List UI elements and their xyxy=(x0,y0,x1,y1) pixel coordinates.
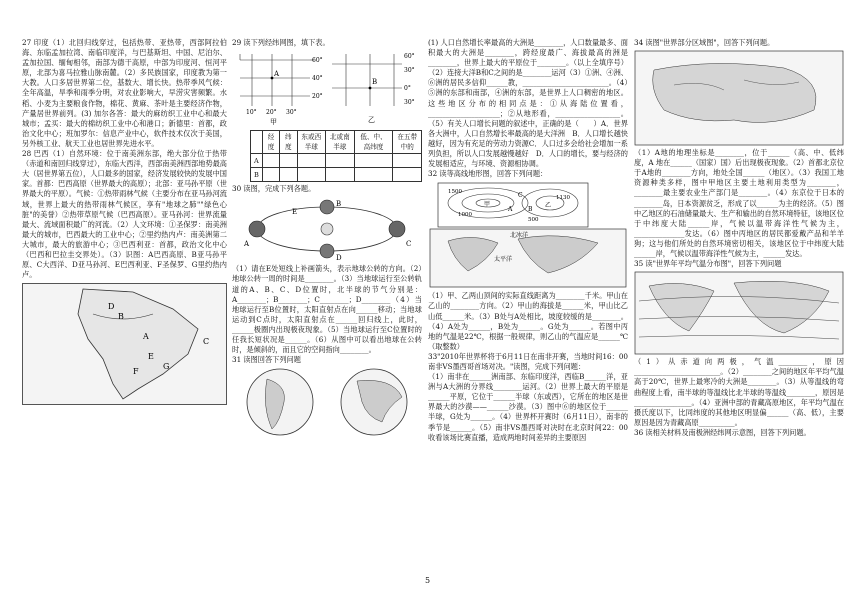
orbit-label-b: B xyxy=(336,200,342,209)
table-row xyxy=(251,168,422,182)
table-header-cell: 在五带中的 xyxy=(393,131,422,154)
table-cell[interactable] xyxy=(354,154,393,168)
question-34: 34 读图"世界部分区域图"，回答下列问题。 xyxy=(634,38,775,47)
column-3 xyxy=(428,38,628,443)
question-34-text: （1）A地的地理坐标是________，位于______（高、中、低纬度，A 地在______（国家）国）后出现极夜现象。（2）首都北京位于A地的________方向，地处全国______（地区）。（3）我国工地资源种类多样，图中甲地区主要土地利用类型为________，________最主要农业生产部门是________。（4）东京位于日本的________岛，日本资源贫乏，形成了以______为主的经济。（5）图中乙地区的石油储量最大、生产和输出的自然环境特征，该地区位于中纬度大陆______岸，气候以温带海洋性气候为主，______________发达。（6）图中丙地区的居民都爱戴产品和羊羊狗；这与他们所处的自然环境密切相关，该地区位于中纬度大陆______岸，气候以温带海洋性气候为主，______发达。 xyxy=(634,148,844,259)
grid-yi-lat-0: 0° xyxy=(404,85,411,93)
earth-orbit-svg xyxy=(232,196,422,262)
grid-yi-lat-30s: 30° xyxy=(404,99,415,107)
contour-and-world-map xyxy=(428,181,628,289)
table-cell: A xyxy=(251,154,263,168)
grid-jia-lat-20: 20° xyxy=(312,93,323,101)
answer-table xyxy=(250,130,422,182)
world-region-map xyxy=(634,50,844,146)
question-33-text: （1）南非在______洲南部、东临印度洋，西临B______洋，亚洲与A大洲的分界线________运河。（2）世界上最大的平原是______平原，它位于______半球（东或西），它所在的地区是世界最大的沙漠——______沙漠。（3）图中⑥的地区位于______半球，G处为______。（4）世界杯开赛时（6月11日），南非的季节是______。（5）南非VS墨西哥对决时在北京时间22：00收看该场比赛直播，造成两地时间差异的主要原因 xyxy=(428,372,628,442)
map-label-d: D xyxy=(108,302,115,312)
table-cell[interactable] xyxy=(297,154,326,168)
question-35: 35 读"世界年平均气温分布图"，回答下列问题 xyxy=(634,259,782,269)
lat-lon-grids xyxy=(232,50,422,128)
orbit-label-d: D xyxy=(336,254,342,263)
column-1 xyxy=(22,38,227,408)
table-cell[interactable] xyxy=(326,154,355,168)
question-29: 29 读下列经纬网图，填下表。 xyxy=(232,38,330,47)
grid-yi-point-b: B xyxy=(372,78,378,87)
question-31: 31 读图回答下列问题 xyxy=(232,355,301,365)
map-label-b: B xyxy=(118,312,124,322)
grid-jia-lon-10: 10° xyxy=(246,109,257,117)
table-header-cell: 东或西半球 xyxy=(297,131,326,154)
table-header-cell: 纬度 xyxy=(280,131,297,154)
contour-label-1500: 1500 xyxy=(448,189,462,196)
hemisphere-map xyxy=(232,367,422,437)
map-label-f: F xyxy=(133,367,139,377)
question-28: 28 巴西（1）自然环境：位于南美洲东部，绝大部分位于热带（赤道和南回归线穿过），东临大西洋，西部南美洲西部地势最高大（居世界第五位），人口最多的国家，经济发展较快的发展中国家。首都：巴西高原（世界最大的高原）；北部：亚马孙平原（世界最大的平原）。气候：①热带雨林气候（主要分布在亚马孙河流域，世界上最大的热带雨林气候区，享有"地球之肺""绿色心脏"的美誉）②热带草原气候（巴西高原）。亚马孙河：世界流量最大、流域面积最广的河流。（2）人文环境：①圣保罗：南美洲最大的城市，巴西最大的工业中心；②里约热内卢：南美洲第二大城市，最大的旅游中心；③巴西利亚：首都，政治文化中心（巴西和巴拉圭交界处）。（3）识图：A巴西高原、B亚马孙平原、C大西洋、D亚马孙河、E巴西利亚、F圣保罗、G里约热内卢。 xyxy=(22,149,227,280)
question-31-text: (1) 人口自然增长率最高的大洲是________，人口数量最多、面积最大的大洲是________，跨经度最广、海拔最高的洲是________，世界上最大的平原位于________。（以上全填序号）（2）连接大洋B和C之间的是________运河（3）①洲、④洲、⑥洲的居民多信仰______教，________________________。（4）⑤洲的东部和南部，④洲的东部，是世界上人口稠密的地区。这些地区分布的相同点是：①从海陆位置看，____________________；②从地形看，__________________。（5）有关人口增长问题的叙述中，正确的是（ ）A．世界各大洲中，人口自然增长率最高的是大洋洲 B．人口增长越快越好，因为有充足的劳动力资源C．人口过多会给社会增加一系列负担，所以人口发展越慢越好 D．人口的增长，要与经济的发展相适应，与环境、资源相协调。 xyxy=(428,38,628,169)
contour-label-1130: 1130 xyxy=(556,195,570,202)
orbit-label-c: C xyxy=(406,240,412,249)
table-header-cell: 北或南半球 xyxy=(326,131,355,154)
map-label-a: A xyxy=(143,332,149,342)
south-america-map-svg xyxy=(23,284,226,404)
table-row xyxy=(251,154,422,168)
question-32-text: （1）甲、乙两山顶间的实际直线距离为________千米。甲山在乙山的________方向。（2）甲山的海拔是______米，甲山比乙山低______米。（3）B处与A处相比，坡度较缓的是________。（4）A处为______，B处为______。G处为______。若图中丙地的气温是22℃，根据一般规律，则乙山的气温应是______℃（取整数） xyxy=(428,291,628,351)
table-header-cell xyxy=(251,131,263,154)
grid-jia-point-a: A xyxy=(274,70,280,79)
table-cell[interactable] xyxy=(393,168,422,182)
grid-jia-lat-60: 60° xyxy=(312,57,323,65)
question-30: 30 读图，完成下列各题。 xyxy=(232,184,316,194)
grid-jia-lat-40: 40° xyxy=(312,75,323,83)
contour-label-b: B xyxy=(528,206,533,214)
table-cell[interactable] xyxy=(262,168,279,182)
orbit-label-e: E xyxy=(292,208,298,217)
column-2 xyxy=(232,38,422,439)
grid-yi-svg xyxy=(326,50,422,126)
question-30-text: （1）请在E处短线上补画箭头，表示地球公转的方向。（2）地球公转一周的时间是________。（3）当地球运行至公转轨道的A、B、C、D位置时，北半球的节气分别是：A________；B________；C________；D________（4）当地球运行至B位置时，太阳直射点在向______移动；当地球运动到C点时，太阳直射点在______回归线上，此时，______极圈内出现极夜现象。（5）当地球运行至C位置时的任我长短状况是______。（6）从图中可以看出地球在公转时，是倾斜的，而且它的空间指向________。 xyxy=(232,264,422,355)
grid-jia-lon-20: 20° xyxy=(266,109,277,117)
contour-label-yi: 乙 xyxy=(545,202,552,210)
arctic-ocean-label: 北冰洋 xyxy=(510,232,529,240)
grid-jia-lon-30: 30° xyxy=(286,109,297,117)
question-36: 36 读相关材料及南极洲经纬网示意图，回答下列问题。 xyxy=(634,427,811,437)
question-27: 27 印度（1）北回归线穿过，包括热带、亚热带，西部阿拉伯海、东临孟加拉湾、南临印度洋，与巴基斯坦、中国、尼泊尔、孟加拉国、缅甸相邻，南部为德干高原，中部为印度河、恒河平原，北部为喜马拉雅山脉南麓。（2）多民族国家，印度教为第一大教。人口多居世界第二位，基数大、增长快。热带季风气候：全年高温，旱季和雨季分明，对农业影响大，早涝灾害频繁。水稻、小麦为主要粮食作物，棉花、黄麻、茶叶是主要经济作物，产量居世界前列。(3) 加尔各答：最大的麻纺织工业中心和最大城市；孟买：最大的棉纺织工业中心和港口；新德里：首都，政治文化中心；班加罗尔：信息产业中心，软件技术仅次于美国，另外核工业、航天工业也居世界先进水平。 xyxy=(22,38,227,148)
map-label-g: G xyxy=(163,362,170,372)
contour-label-a: A xyxy=(508,206,513,214)
table-cell[interactable] xyxy=(280,168,297,182)
table-cell[interactable] xyxy=(393,154,422,168)
earth-orbit-diagram xyxy=(232,196,422,262)
grid-yi-lat-60: 60° xyxy=(404,53,415,61)
table-cell: B xyxy=(251,168,263,182)
table-cell[interactable] xyxy=(354,168,393,182)
question-33: 33"2010年世界杯将于6月11日在南非开赛，当地时间16：00南非VS墨西哥首场对决。"读图，完成下列问题： xyxy=(428,351,628,371)
south-america-map xyxy=(22,283,227,405)
grid-yi-caption: 乙 xyxy=(368,116,375,125)
contour-label-500: 500 xyxy=(528,217,539,224)
table-cell[interactable] xyxy=(326,168,355,182)
grid-jia-svg xyxy=(232,50,323,127)
grid-yi-lat-30: 30° xyxy=(404,67,415,75)
world-temperature-map xyxy=(634,271,844,355)
contour-label-jia: 甲 xyxy=(484,201,491,209)
grid-jia-caption: 甲 xyxy=(270,118,277,127)
contour-map-svg xyxy=(428,181,628,289)
map-label-e: E xyxy=(148,352,154,362)
column-4 xyxy=(634,38,844,438)
contour-label-1000: 1000 xyxy=(458,212,472,219)
world-temperature-map-svg xyxy=(634,271,844,355)
world-region-map-svg xyxy=(634,50,844,146)
question-32: 32 读等高线地形图，回答下列问题： xyxy=(428,169,548,179)
table-cell[interactable] xyxy=(280,154,297,168)
table-header-row xyxy=(251,131,422,154)
contour-label-c: C xyxy=(518,192,523,200)
map-label-c: C xyxy=(203,337,210,347)
question-35-text: （1）从赤道向两极，气温________，原因________________________。（2）________之间的地区年平均气温高于20℃，世界上最寒冷的大洲是________。（3）从等温线的弯曲程度上看，南半球的等温线比北半球的等温线________，原因是________________。（4）亚洲中部的青藏高原地区，年平均气温在摄氏度以下，比同纬度的其他地区明显偏______（高、低），主要原因是因为青藏高原__________。 xyxy=(634,357,844,427)
hemisphere-map-svg xyxy=(232,367,422,437)
table-header-cell: 低、中、高纬度 xyxy=(354,131,393,154)
page-number: 5 xyxy=(425,576,431,585)
table-header-cell: 经度 xyxy=(262,131,279,154)
orbit-label-a: A xyxy=(244,240,250,249)
table-cell[interactable] xyxy=(262,154,279,168)
pacific-ocean-label: 太平洋 xyxy=(494,256,513,264)
table-cell[interactable] xyxy=(297,168,326,182)
